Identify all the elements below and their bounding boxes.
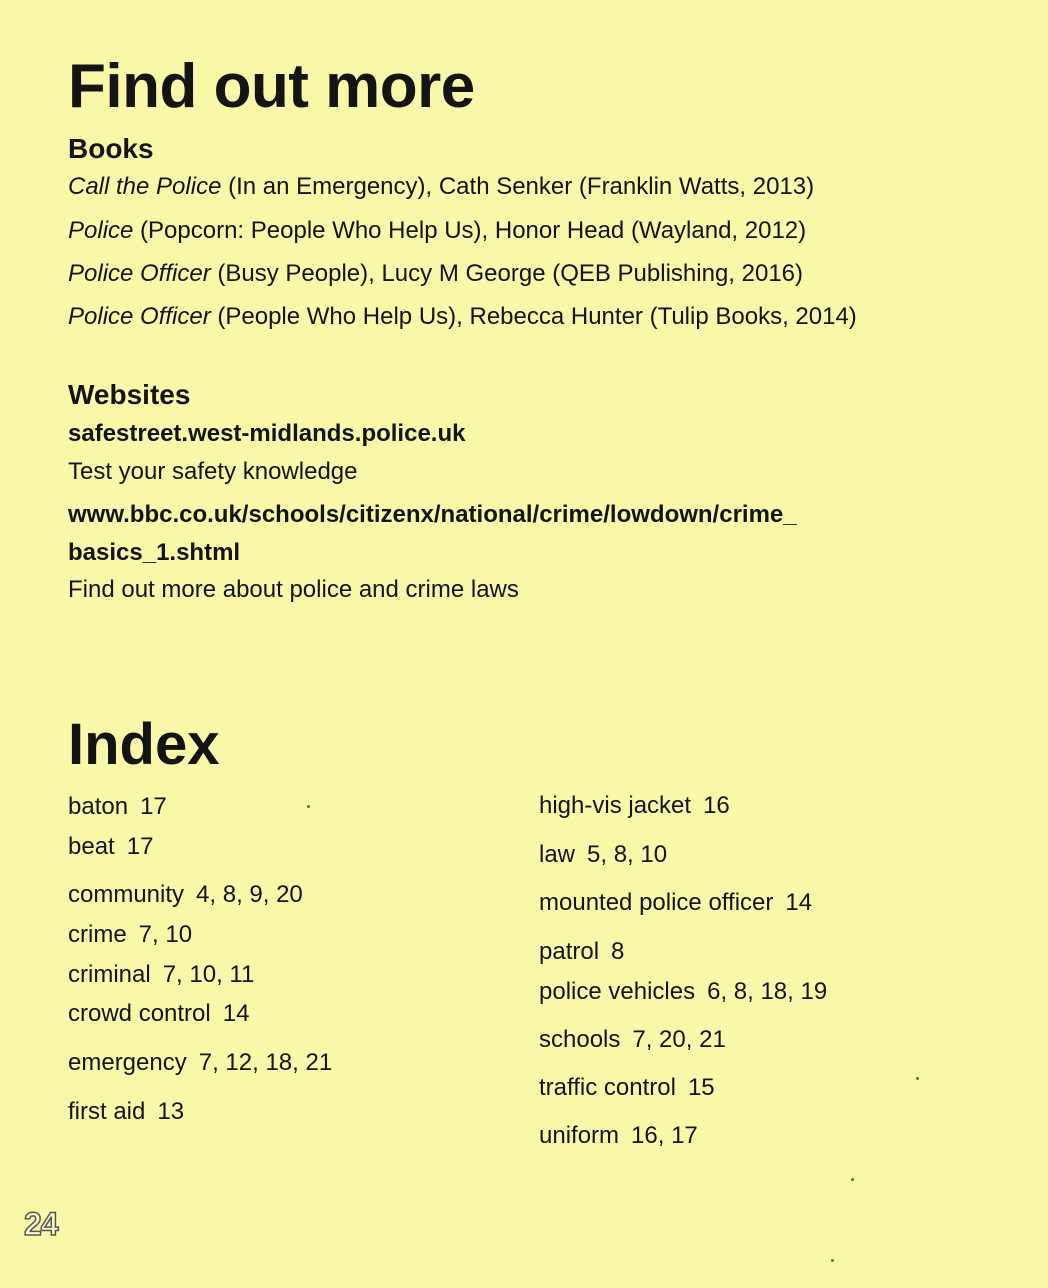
index-entry [539, 1124, 698, 1148]
index-entry [68, 1002, 249, 1026]
index-term: patrol [539, 938, 600, 965]
book-entry [68, 175, 814, 199]
index-entry [68, 923, 192, 947]
index-term: uniform [539, 1122, 620, 1149]
index-pages: 4, 8, 9, 20 [196, 881, 303, 908]
index-entry [68, 1100, 184, 1124]
index-pages: 8 [611, 938, 625, 965]
book-entry [68, 262, 803, 286]
index-entry [539, 940, 624, 964]
index-term: emergency [68, 1049, 187, 1076]
book-details: (People Who Help Us), Rebecca Hunter (Tulip Books, 2014) [210, 303, 857, 330]
website-description: Test your safety knowledge [68, 458, 358, 485]
index-pages: 14 [222, 1000, 250, 1027]
book-details: (Popcorn: People Who Help Us), Honor Head (Wayland, 2012) [133, 217, 807, 244]
index-term: high-vis jacket [539, 792, 692, 819]
index-entry [68, 883, 303, 907]
find-out-more-title: Find out more [68, 52, 475, 121]
book-title: Police [68, 217, 134, 244]
book-entry [68, 305, 857, 329]
index-term: baton [68, 793, 129, 820]
website-url-line1: www.bbc.co.uk/schools/citizenx/national/crime/lowdown/crime_ [68, 501, 797, 528]
paper-speck [307, 805, 310, 808]
websites-heading: Websites [68, 379, 191, 410]
index-entry [68, 963, 254, 987]
book-details: (Busy People), Lucy M George (QEB Publishing, 2016) [210, 260, 804, 287]
index-entry [539, 843, 667, 867]
index-pages: 7, 10 [138, 921, 193, 948]
paper-speck [831, 1259, 834, 1262]
book-details: (In an Emergency), Cath Senker (Franklin Watts, 2013) [221, 173, 815, 200]
paper-speck [916, 1077, 919, 1080]
website-url: safestreet.west-midlands.police.uk [68, 420, 466, 447]
index-term: mounted police officer [539, 889, 774, 916]
index-pages: 6, 8, 18, 19 [707, 978, 828, 1005]
paper-speck [851, 1178, 854, 1181]
index-pages: 15 [687, 1074, 715, 1101]
index-title: Index [68, 712, 220, 777]
website-description: Find out more about police and crime laws [68, 576, 519, 603]
index-pages: 16, 17 [631, 1122, 698, 1149]
page-number: 24 [24, 1206, 58, 1242]
index-pages: 17 [126, 833, 154, 860]
index-entry [539, 794, 730, 818]
index-pages: 7, 12, 18, 21 [198, 1049, 333, 1076]
index-term: law [539, 841, 576, 868]
index-term: traffic control [539, 1074, 676, 1101]
index-term: first aid [68, 1098, 146, 1125]
index-entry [68, 835, 153, 859]
index-entry [539, 1028, 726, 1052]
book-title: Police Officer [68, 260, 211, 287]
index-pages: 7, 20, 21 [632, 1026, 726, 1053]
index-entry [539, 891, 812, 915]
book-entry [68, 219, 806, 243]
index-term: criminal [68, 961, 151, 988]
index-entry [539, 980, 827, 1004]
books-heading: Books [68, 133, 154, 164]
index-term: police vehicles [539, 978, 696, 1005]
index-pages: 13 [157, 1098, 185, 1125]
website-url-line2: basics_1.shtml [68, 539, 241, 566]
index-term: beat [68, 833, 115, 860]
index-pages: 5, 8, 10 [587, 841, 668, 868]
index-entry [539, 1076, 715, 1100]
book-title: Call the Police [68, 173, 222, 200]
index-pages: 17 [140, 793, 167, 820]
index-entry [68, 795, 167, 819]
index-pages: 16 [703, 792, 730, 819]
index-entry [68, 1051, 332, 1075]
index-term: schools [539, 1026, 621, 1053]
index-term: community [68, 881, 185, 908]
index-pages: 7, 10, 11 [162, 961, 255, 988]
index-term: crime [68, 921, 127, 948]
book-title: Police Officer [68, 303, 211, 330]
index-term: crowd control [68, 1000, 211, 1027]
index-pages: 14 [785, 889, 813, 916]
